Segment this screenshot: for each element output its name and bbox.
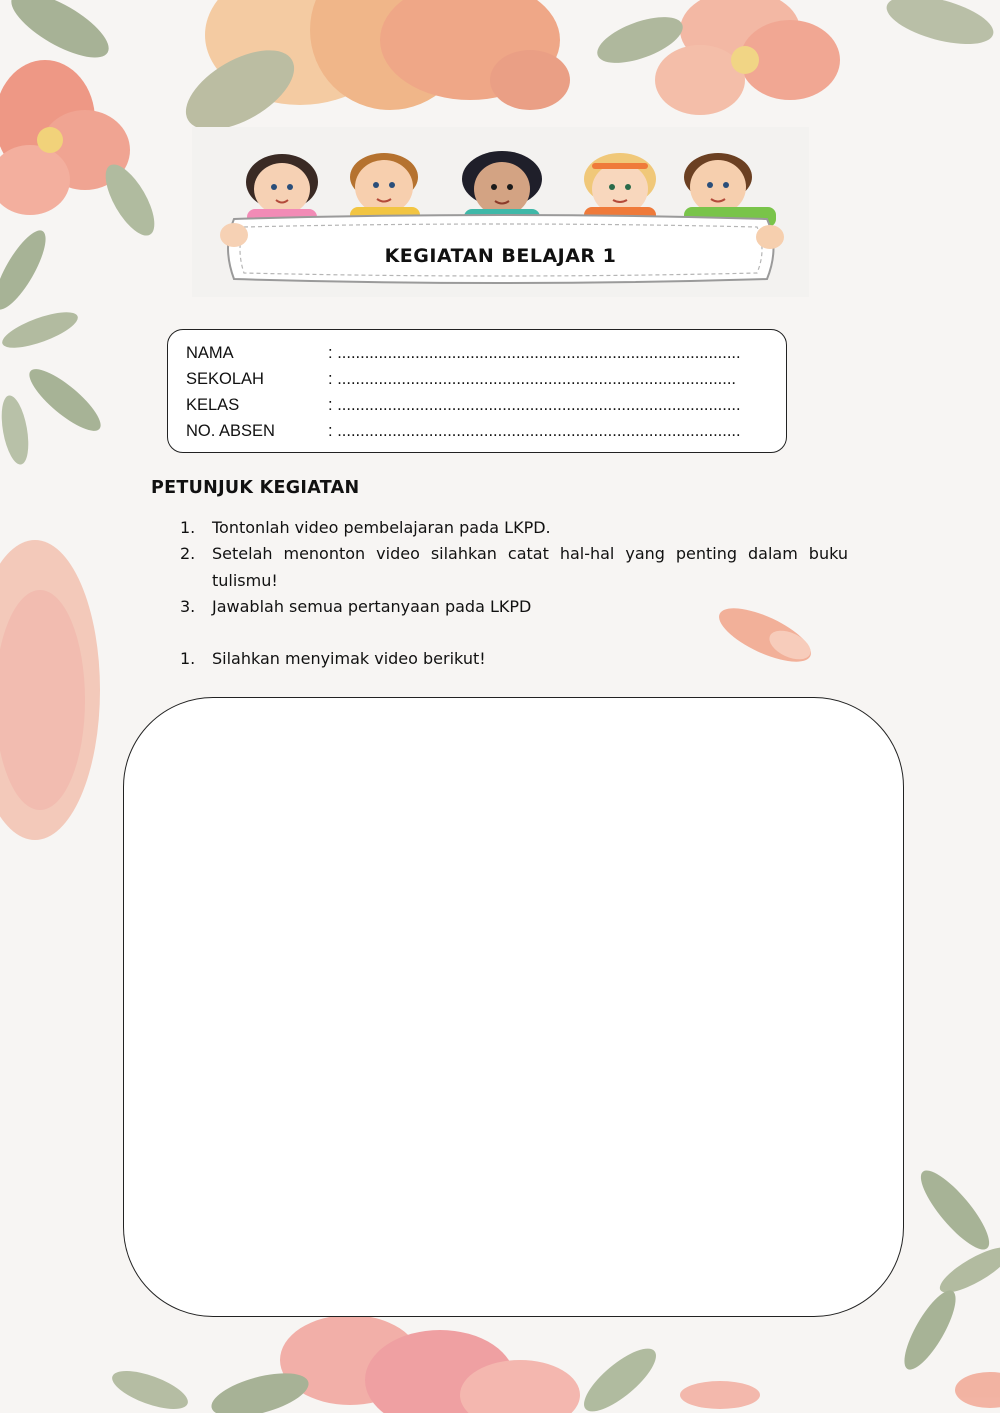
child-5 bbox=[684, 153, 776, 227]
top-right-flower-decoration bbox=[592, 0, 999, 115]
left-leaves-decoration bbox=[0, 224, 108, 467]
identity-colon: : bbox=[328, 396, 333, 414]
identity-row-no-absen bbox=[186, 422, 741, 448]
identity-row-nama bbox=[186, 344, 741, 370]
instruction-item bbox=[180, 514, 848, 541]
banner-title: KEGIATAN BELAJAR 1 bbox=[384, 245, 617, 267]
instruction-item bbox=[180, 593, 848, 620]
identity-colon: : bbox=[328, 422, 333, 440]
task-text: Silahkan menyimak video berikut! bbox=[212, 649, 486, 668]
video-area[interactable] bbox=[123, 697, 904, 1317]
identity-row-kelas bbox=[186, 396, 741, 422]
instruction-number: 1. bbox=[180, 518, 196, 537]
lesson-banner bbox=[192, 127, 809, 297]
identity-colon: : bbox=[328, 370, 333, 388]
instruction-item bbox=[180, 540, 848, 594]
children-illustration bbox=[192, 127, 809, 297]
identity-blank-nama[interactable]: ........................................................................................ bbox=[337, 344, 741, 362]
instruction-text: Tontonlah video pembelajaran pada LKPD. bbox=[212, 518, 551, 537]
task-item bbox=[180, 645, 848, 672]
identity-blank-sekolah[interactable]: ....................................................................................... bbox=[337, 370, 737, 388]
instruction-number: 2. bbox=[180, 544, 196, 563]
identity-label: NAMA bbox=[186, 344, 234, 362]
top-left-flower-decoration bbox=[0, 0, 164, 243]
identity-label: KELAS bbox=[186, 396, 240, 414]
identity-row-sekolah bbox=[186, 370, 736, 396]
identity-label: NO. ABSEN bbox=[186, 422, 275, 440]
identity-colon: : bbox=[328, 344, 333, 362]
top-peach-flower-decoration bbox=[173, 0, 570, 146]
identity-blank-kelas[interactable]: ........................................................................................ bbox=[337, 396, 741, 414]
identity-blank-no-absen[interactable]: ........................................................................................ bbox=[337, 422, 741, 440]
identity-label: SEKOLAH bbox=[186, 370, 264, 388]
task-number: 1. bbox=[180, 649, 196, 668]
instruction-text: Setelah menonton video silahkan catat hal-hal yang penting dalam buku tulismu! bbox=[212, 544, 848, 590]
child-1 bbox=[246, 154, 318, 227]
left-blurred-petal-decoration bbox=[0, 540, 100, 840]
bottom-pink-flower-decoration bbox=[108, 1315, 760, 1413]
student-identity-box bbox=[167, 329, 787, 453]
instructions-title: PETUNJUK KEGIATAN bbox=[151, 478, 360, 498]
bottom-right-leaves-decoration bbox=[895, 1162, 1000, 1408]
instruction-number: 3. bbox=[180, 597, 196, 616]
instruction-text: Jawablah semua pertanyaan pada LKPD bbox=[212, 597, 532, 616]
